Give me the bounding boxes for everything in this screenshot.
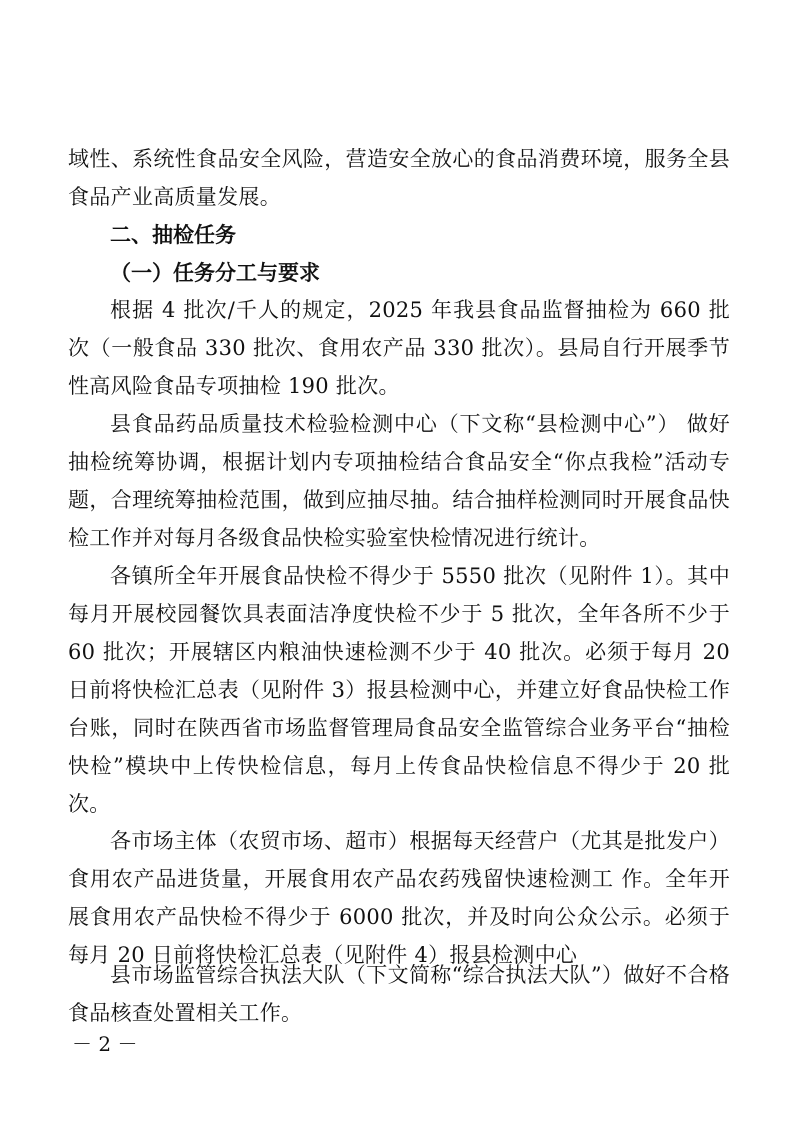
paragraph-enforcement-team: 县市场监管综合执法大队（下文简称“综合执法大队”）做好不合格食品核查处置相关工作。: [68, 963, 730, 1025]
subsection-heading-1: （一）任务分工与要求: [110, 261, 320, 285]
intro-continued-paragraph: 域性、系统性食品安全风险，营造安全放心的食品消费环境，服务全县食品产业高质量发展。: [68, 147, 730, 209]
paragraph-sampling-quota: 根据 4 批次/千人的规定，2025 年我县食品监督抽检为 660 批次（一般食品 330 批次、食用农产品 330 批次）。县局自行开展季节性高风险食品专项抽检 190 批次。: [68, 298, 730, 398]
paragraph-market-entities: 各市场主体（农贸市场、超市）根据每天经营户（尤其是批发户）食用农产品进货量，开展食用农产品农药残留快速检测工 作。全年开展食用农产品快检不得少于 6000 批次，并及时向公众公示。必须于每月 20 日前将快检汇总表（见附件 4）报县检测中心: [68, 829, 730, 967]
paragraph-town-rapid-tests: 各镇所全年开展食品快检不得少于 5550 批次（见附件 1）。其中每月开展校园餐饮具表面洁净度快检不少于 5 批次，全年各所不少于 60 批次；开展辖区内粮油快速检测不少于 40 批次。必须于每月 20 日前将快检汇总表（见附件 3）报县检测中心，并建立好食品快检工作台账，同时在陕西省市场监督管理局食品安全监管综合业务平台“抽检快检”模块中上传快检信息，每月上传食品快检信息不得少于 20 批次。: [68, 564, 730, 816]
paragraph-testing-center: 县食品药品质量技术检验检测中心（下文称“县检测中心”） 做好抽检统筹协调，根据计划内专项抽检结合食品安全“你点我检”活动专题，合理统筹抽检范围，做到应抽尽抽。结合抽样检测同时开展食品快检工作并对每月各级食品快检实验室快检情况进行统计。: [68, 412, 730, 550]
section-heading-2: 二、抽检任务: [110, 223, 236, 247]
page-number: － 2 －: [72, 1032, 138, 1056]
